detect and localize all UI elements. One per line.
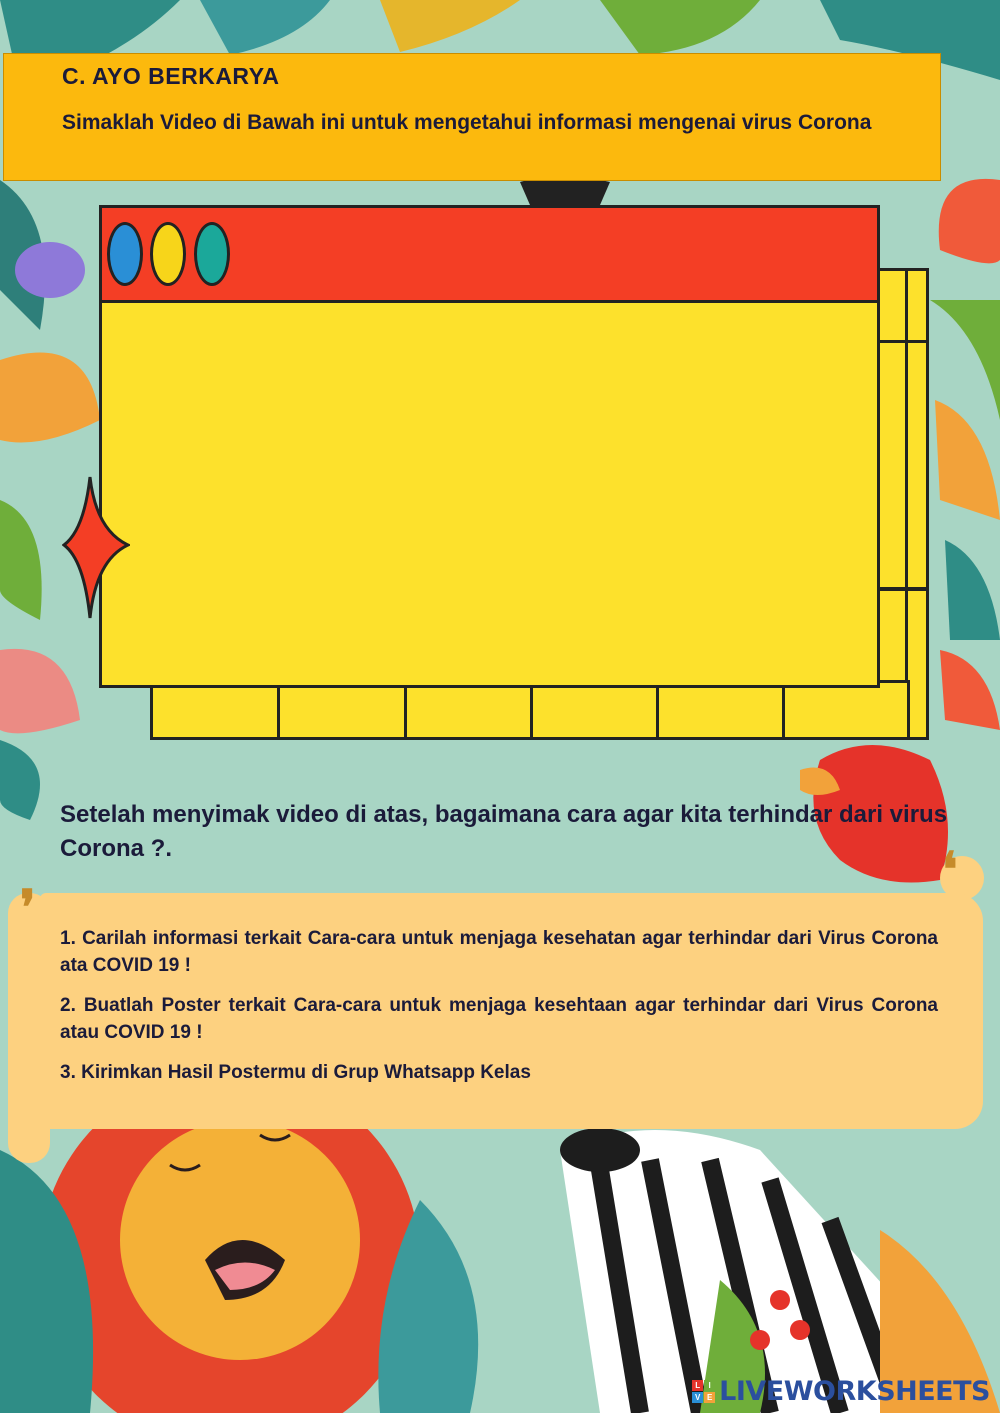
watermark-text: LIVEWORKSHEETS [719, 1376, 990, 1407]
instruction-text: Simaklah Video di Bawah ini untuk mengetahui informasi mengenai virus Corona [62, 111, 872, 134]
logo-letter: E [704, 1392, 715, 1403]
logo-letter: L [692, 1380, 703, 1391]
logo-letter: I [704, 1380, 715, 1391]
window-dot-teal-icon [194, 222, 230, 286]
scroll-curl-left-icon: ❜ [20, 880, 36, 936]
section-title: C. AYO BERKARYA [62, 63, 280, 89]
window-dot-blue-icon [107, 222, 143, 286]
back-panel-bottom-5 [656, 680, 786, 740]
section-header [3, 53, 941, 181]
task-list [60, 925, 938, 1099]
task-item-2: 2. Buatlah Poster terkait Cara-cara untuk menjaga kesehtaan agar terhindar dari Virus Corona atau COVID 19 ! [60, 995, 938, 1043]
scroll-curl-right-icon: ❛ [942, 842, 958, 898]
back-panel-bottom-6 [782, 680, 910, 740]
liveworksheets-watermark [692, 1376, 990, 1407]
back-panel-bottom-1 [150, 680, 280, 740]
sparkle-icon [62, 475, 130, 620]
task-item-1: 1. Carilah informasi terkait Cara-cara untuk menjaga kesehatan agar terhindar dari Virus Corona ata COVID 19 ! [60, 928, 938, 976]
back-panel-bottom-3 [404, 680, 534, 740]
liveworksheets-logo-icon [692, 1380, 715, 1403]
back-panel-right-2 [905, 268, 929, 343]
back-panel-bottom-2 [277, 680, 407, 740]
task-item-3: 3. Kirimkan Hasil Postermu di Grup Whatsapp Kelas [60, 1062, 531, 1083]
question-text: Setelah menyimak video di atas, bagaimana cara agar kita terhindar dari virus Corona ?. [60, 801, 948, 862]
video-window[interactable] [99, 205, 880, 688]
back-panel-right-4 [905, 340, 929, 590]
back-panel-bottom-4 [530, 680, 660, 740]
logo-letter: V [692, 1392, 703, 1403]
window-dot-yellow-icon [150, 222, 186, 286]
